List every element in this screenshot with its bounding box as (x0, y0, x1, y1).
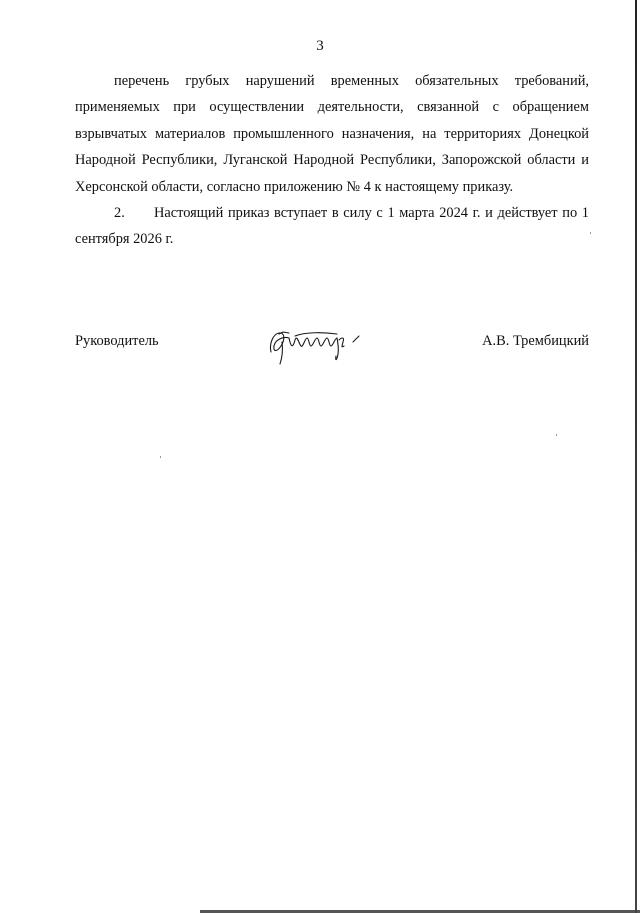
page-number: 3 (316, 38, 324, 54)
signatory-role: Руководитель (75, 333, 159, 349)
signatory-name: А.В. Трембицкий (482, 333, 589, 349)
paragraph-text: Настоящий приказ вступает в силу с 1 марта 2024 г. и действует по 1 сентября 2026 г. (75, 205, 589, 248)
signature-block (75, 322, 589, 366)
scan-speck (556, 434, 557, 436)
scan-speck (160, 456, 161, 458)
scan-speck (590, 232, 591, 234)
handwritten-signature-icon (265, 322, 375, 366)
paragraph-list-continuation (75, 68, 589, 200)
paragraph-text: перечень грубых нарушений временных обязательных требований, применяемых при осуществлении деятельности, связанной с обращением взрывчатых материалов промышленного назначения, на территориях Донецкой Народной Республики, Луганской Народной Республики, Запорожской области и Херсонской области, согласно приложению № 4 к настоящему приказу. (75, 73, 589, 195)
document-body (75, 68, 589, 253)
paragraph-item-2 (75, 200, 589, 253)
paragraph-number: 2. (114, 205, 125, 222)
